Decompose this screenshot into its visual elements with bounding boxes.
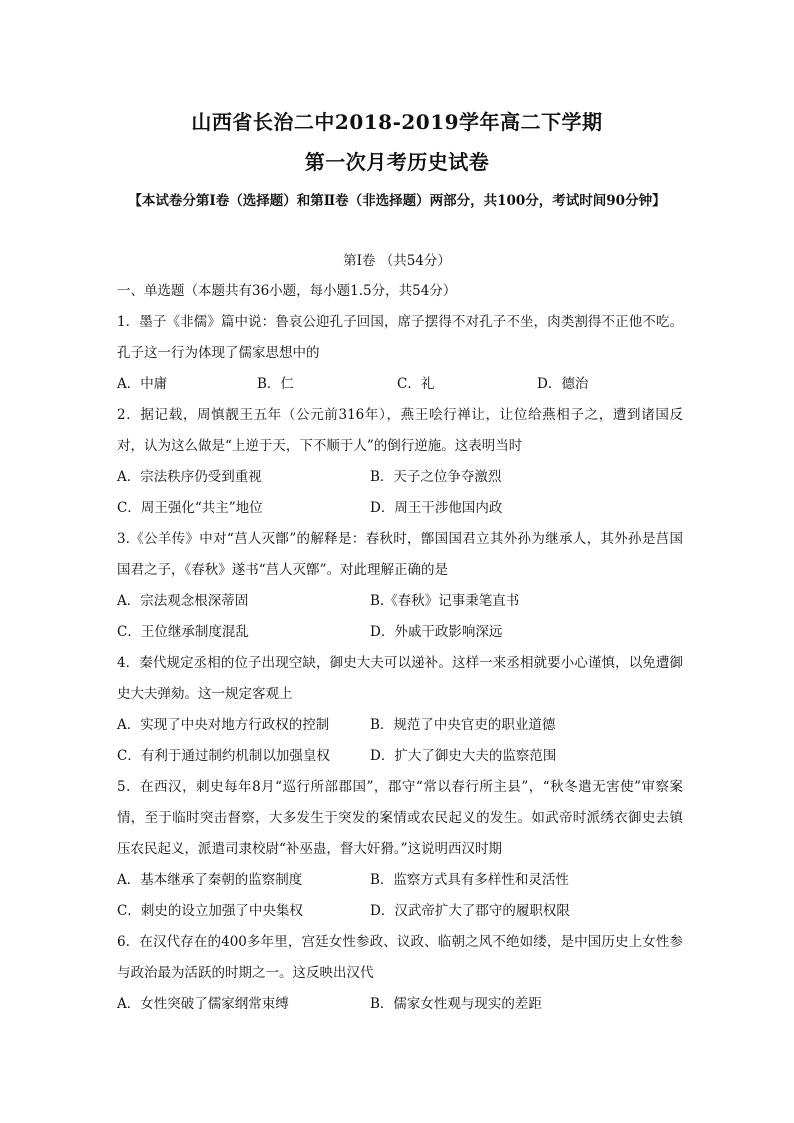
option-a: A．基本继承了秦朝的监察制度 xyxy=(117,872,303,888)
option-d: D．汉武帝扩大了郡守的履职权限 xyxy=(370,903,570,919)
option-row xyxy=(117,865,683,896)
exam-instructions: 【本试卷分第Ⅰ卷（选择题）和第Ⅱ卷（非选择题）两部分，共100分，考试时间90分钟】 xyxy=(128,193,666,209)
option-b: B．天子之位争夺激烈 xyxy=(370,469,502,485)
option-row xyxy=(117,710,683,741)
question-stem: 2．据记载，周慎靓王五年（公元前316年），燕王哙行禅让，让位给燕相子之，遭到诸国反对，认为这么做是“上逆于天，下不顺于人”的倒行逆施。这表明当时 xyxy=(117,407,683,454)
option-a: A．女性突破了儒家纲常束缚 xyxy=(117,996,289,1012)
option-b: B．监察方式具有多样性和灵活性 xyxy=(370,872,569,888)
section-title: 第Ⅰ卷 （共54分） xyxy=(343,253,451,269)
option-c: C．有利于通过制约机制以加强皇权 xyxy=(117,748,330,764)
option-a: A．实现了中央对地方行政权的控制 xyxy=(117,717,330,733)
option-a: A．中庸 xyxy=(117,376,168,392)
question-stem: 5．在西汉，刺史每年8月“巡行所部郡国”，郡守“常以春行所主县”，“秋冬遣无害使”审察案情，至于临时突击督察，大多发生于突发的案情或农民起义的发生。如武帝时派绣衣御史去镇压农民起义，派遣司隶校尉“补巫蛊，督大奸猾。”这说明西汉时期 xyxy=(117,779,683,857)
question-stem: 3.《公羊传》中对“莒人灭鄫”的解释是：春秋时，鄫国国君立其外孙为继承人，其外孙是莒国国君之子，《春秋》遂书“莒人灭鄫”。对此理解正确的是 xyxy=(117,531,683,578)
option-row xyxy=(117,741,683,772)
part-heading: 一、单选题（本题共有36小题，每小题1.5分，共54分） xyxy=(117,283,457,299)
exam-title: 山西省长治二中2018-2019学年高二下学期 xyxy=(191,110,603,134)
option-a: A．宗法观念根深蒂固 xyxy=(117,593,249,609)
option-c: C．礼 xyxy=(397,376,435,392)
option-d: D．德治 xyxy=(537,376,589,392)
option-row xyxy=(117,369,683,400)
option-d: D．外戚干政影响深远 xyxy=(370,624,503,640)
option-b: B．仁 xyxy=(257,376,294,392)
option-d: D．周王干涉他国内政 xyxy=(370,500,503,516)
option-b: B．儒家女性观与现实的差距 xyxy=(370,996,542,1012)
option-a: A．宗法秩序仍受到重视 xyxy=(117,469,262,485)
question-stem: 4．秦代规定丞相的位子出现空缺，御史大夫可以递补。这样一来丞相就要小心谨慎，以免遭御史大夫弹劾。这一规定客观上 xyxy=(117,655,683,702)
option-row xyxy=(117,989,683,1020)
option-b: B.《春秋》记事秉笔直书 xyxy=(370,593,520,609)
option-c: C．刺史的设立加强了中央集权 xyxy=(117,903,303,919)
option-b: B．规范了中央官吏的职业道德 xyxy=(370,717,556,733)
question-list xyxy=(117,276,683,1020)
question-stem: 1．墨子《非儒》篇中说：鲁哀公迎孔子回国，席子摆得不对孔子不坐，肉类割得不正他不吃。孔子这一行为体现了儒家思想中的 xyxy=(117,314,683,361)
option-row xyxy=(117,586,683,617)
option-row xyxy=(117,493,683,524)
option-row xyxy=(117,617,683,648)
option-c: C．周王强化“共主”地位 xyxy=(117,500,263,516)
option-c: C．王位继承制度混乱 xyxy=(117,624,249,640)
exam-subtitle: 第一次月考历史试卷 xyxy=(304,150,490,174)
option-d: D．扩大了御史大夫的监察范围 xyxy=(370,748,557,764)
option-row xyxy=(117,462,683,493)
option-row xyxy=(117,896,683,927)
question-stem: 6．在汉代存在的400多年里，宫廷女性参政、议政、临朝之风不绝如缕，是中国历史上女性参与政治最为活跃的时期之一。这反映出汉代 xyxy=(117,934,683,981)
